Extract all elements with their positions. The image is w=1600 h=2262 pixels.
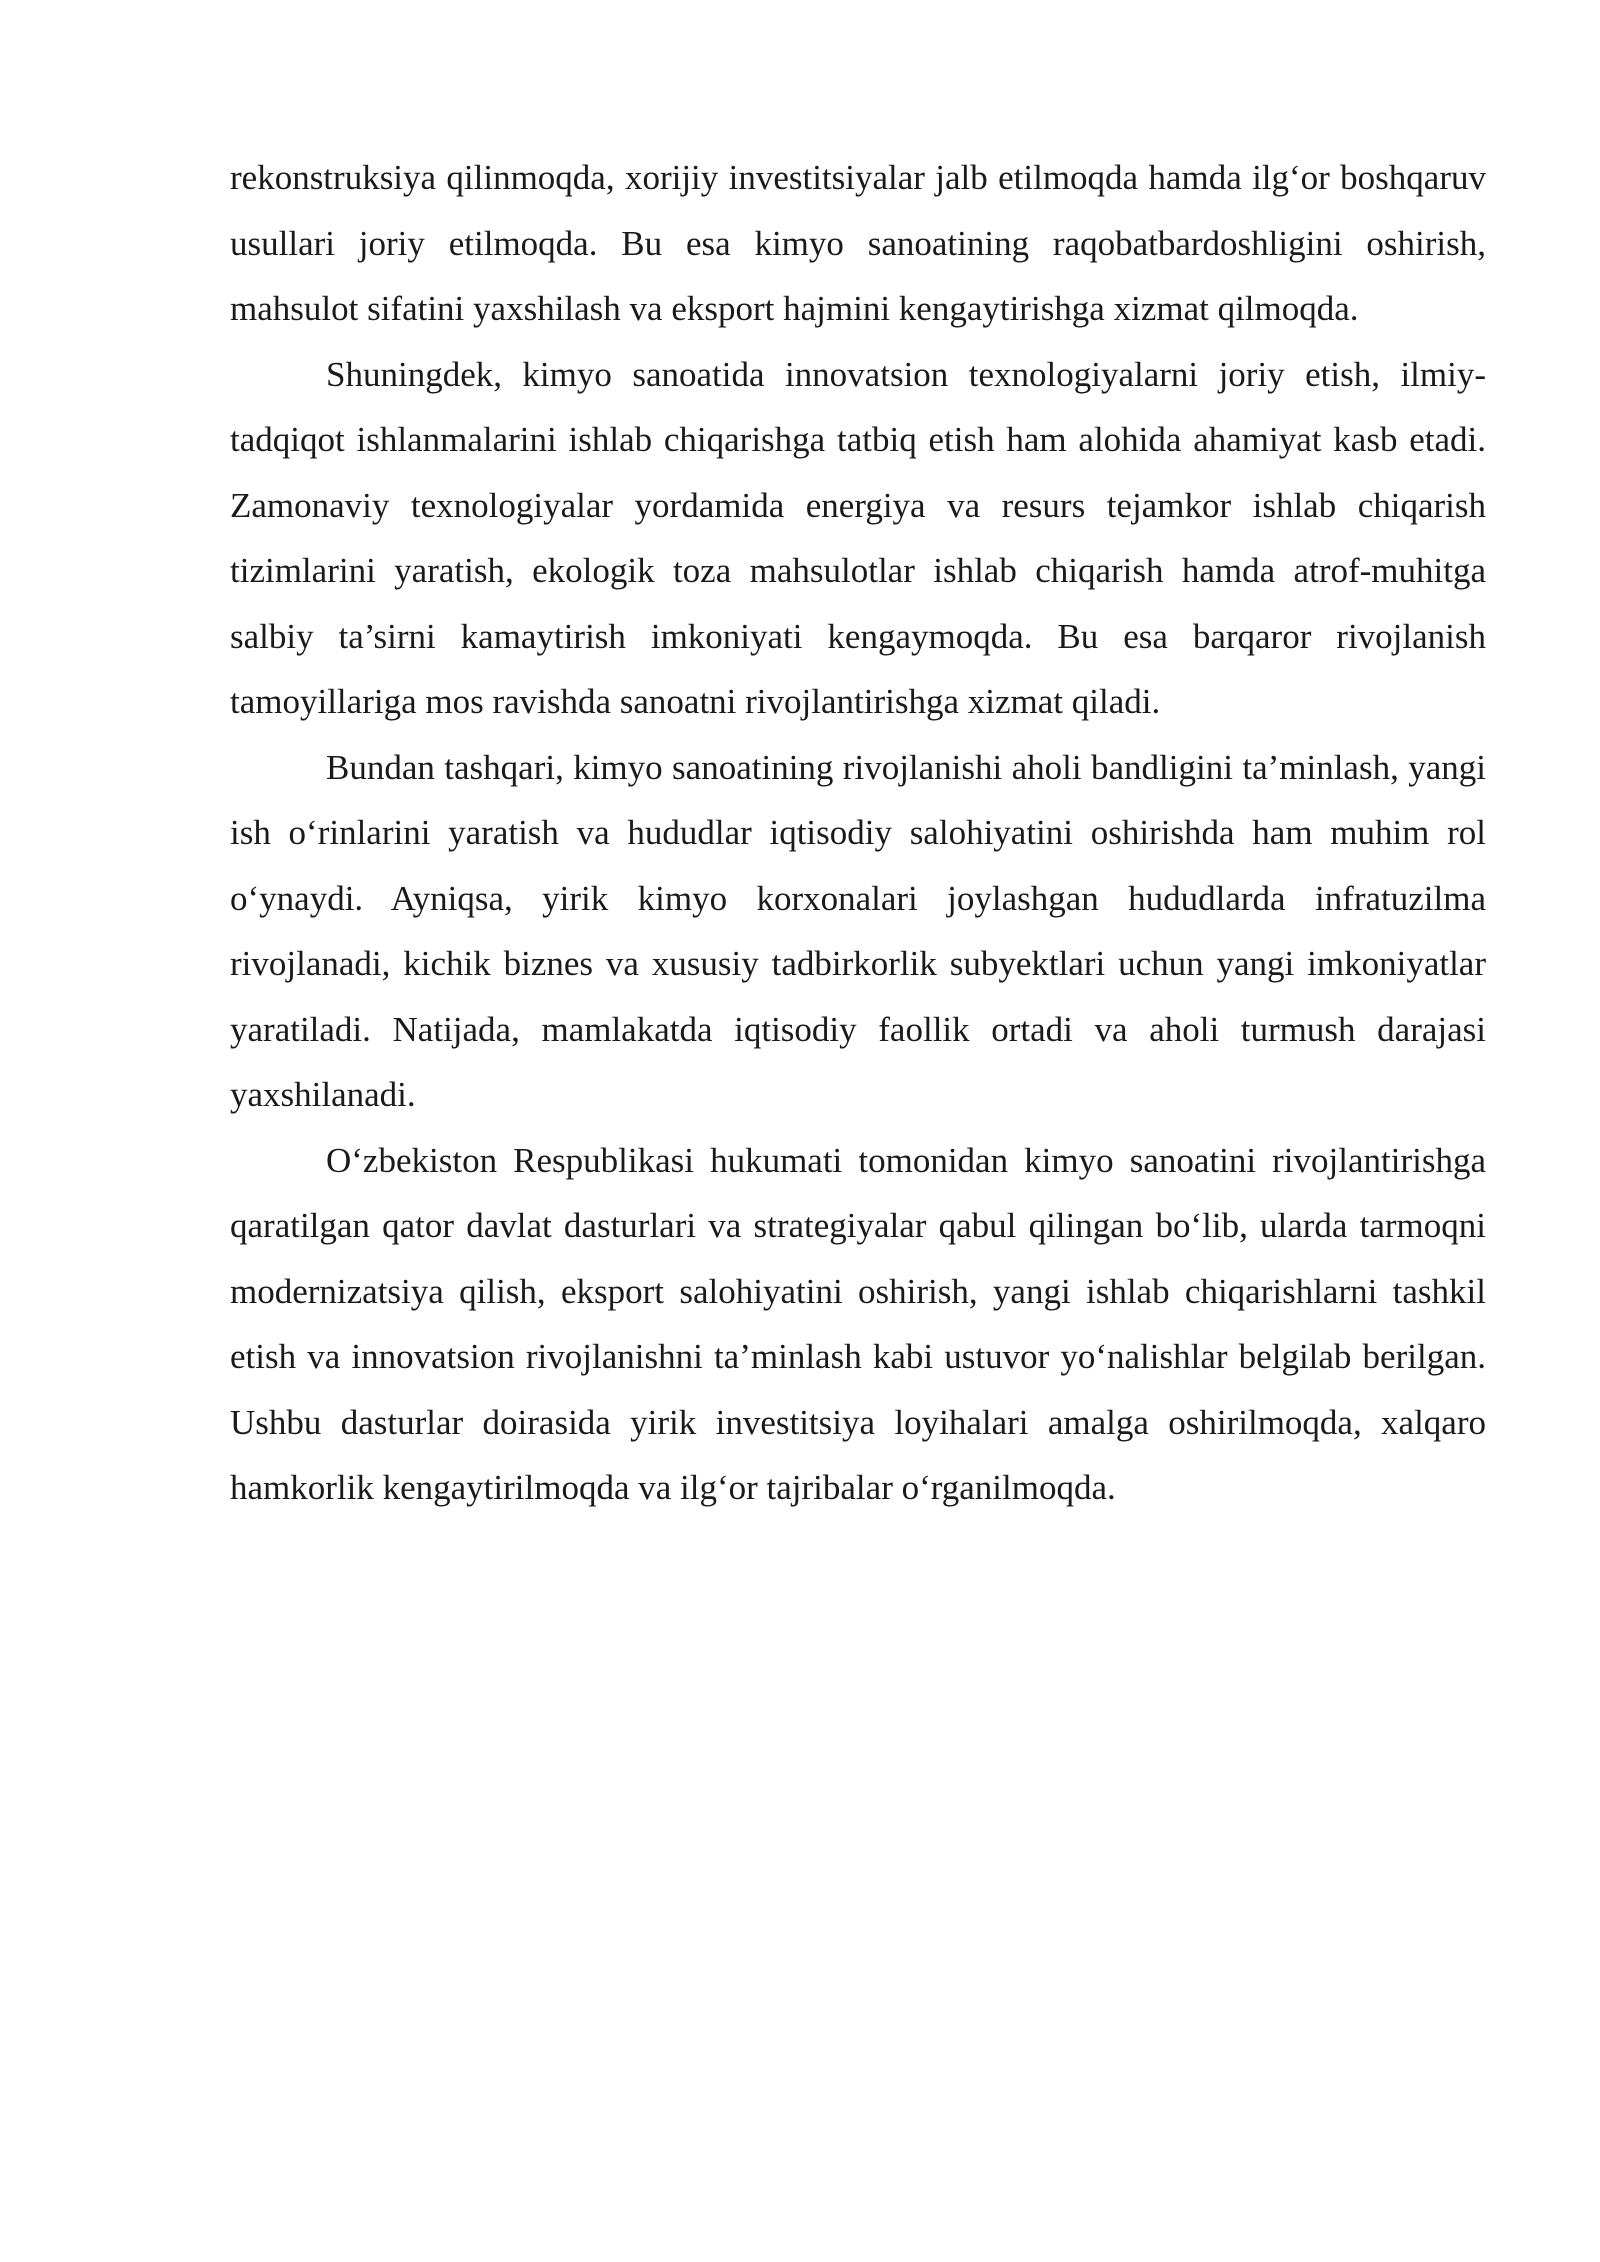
paragraph-employment: Bundan tashqari, kimyo sanoatining rivojlanishi aholi bandligini ta’minlash, yangi ish o‘rinlarini yaratish va hududlar iqtisodiy salohiyatini oshirishda ham muhim rol o‘ynaydi. Ayniqsa, yirik kimyo korxonalari joylashgan hududlarda infratuzilma rivojlanadi, kichik biznes va xususiy tadbirkorlik subyektlari uchun yangi imkoniyatlar yaratiladi. Natijada, mamlakatda iqtisodiy faollik ortadi va aholi turmush darajasi yaxshilanadi.: [230, 747, 1486, 1114]
document-body: [230, 145, 1486, 1521]
paragraph-government-programs: O‘zbekiston Respublikasi hukumati tomonidan kimyo sanoatini rivojlantirishga qaratilgan qator davlat dasturlari va strategiyalar qabul qilingan bo‘lib, ularda tarmoqni modernizatsiya qilish, eksport salohiyatini oshirish, yangi ishlab chiqarishlarni tashkil etish va innovatsion rivojlanishni ta’minlash kabi ustuvor yo‘nalishlar belgilab berilgan. Ushbu dasturlar doirasida yirik investitsiya loyihalari amalga oshirilmoqda, xalqaro hamkorlik kengaytirilmoqda va ilg‘or tajribalar o‘rganilmoqda.: [230, 1140, 1486, 1507]
paragraph-continuation: rekonstruksiya qilinmoqda, xorijiy investitsiyalar jalb etilmoqda hamda ilg‘or boshqaruv usullari joriy etilmoqda. Bu esa kimyo sanoatining raqobatbardoshligini oshirish, mahsulot sifatini yaxshilash va eksport hajmini kengaytirishga xizmat qilmoqda.: [230, 158, 1486, 328]
paragraph-innovation: Shuningdek, kimyo sanoatida innovatsion texnologiyalarni joriy etish, ilmiy-tadqiqot ishlanmalarini ishlab chiqarishga tatbiq etish ham alohida ahamiyat kasb etadi. Zamonaviy texnologiyalar yordamida energiya va resurs tejamkor ishlab chiqarish tizimlarini yaratish, ekologik toza mahsulotlar ishlab chiqarish hamda atrof-muhitga salbiy ta’sirni kamaytirish imkoniyati kengaymoqda. Bu esa barqaror rivojlanish tamoyillariga mos ravishda sanoatni rivojlantirishga xizmat qiladi.: [230, 354, 1486, 721]
